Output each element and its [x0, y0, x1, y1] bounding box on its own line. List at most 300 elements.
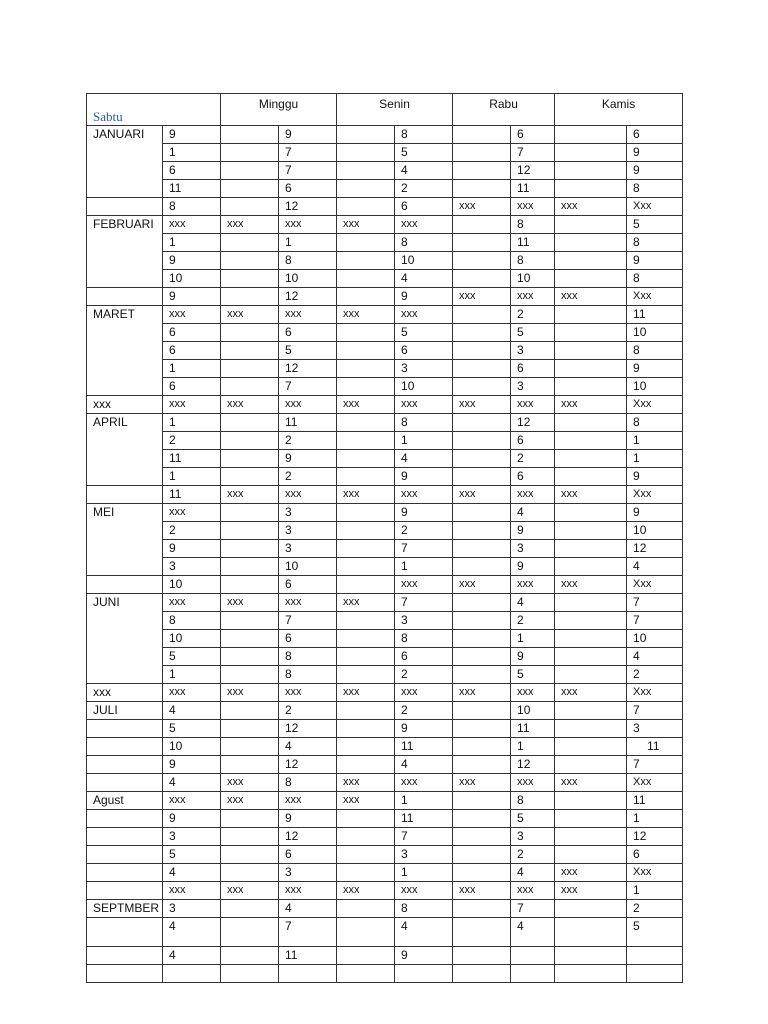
table-row	[87, 306, 683, 324]
table-cell: 9	[627, 252, 683, 270]
table-cell: xxx	[453, 288, 511, 306]
table-cell	[555, 378, 627, 396]
table-cell	[555, 252, 627, 270]
table-cell: 6	[279, 180, 337, 198]
table-cell: 5	[511, 666, 555, 684]
table-cell: 5	[395, 324, 453, 342]
table-cell	[453, 594, 511, 612]
table-cell: 5	[395, 144, 453, 162]
table-cell	[555, 180, 627, 198]
month-label: Agust	[87, 792, 163, 810]
table-cell	[453, 864, 511, 882]
table-cell: 12	[511, 414, 555, 432]
table-cell: xxx	[279, 396, 337, 414]
month-label	[87, 288, 163, 306]
table-cell: xxx	[163, 882, 221, 900]
table-cell: 1	[627, 810, 683, 828]
table-cell: 9	[395, 720, 453, 738]
table-cell	[627, 965, 683, 983]
table-cell: 2	[279, 702, 337, 720]
table-cell: 6	[627, 126, 683, 144]
table-row	[87, 947, 683, 965]
table-cell: 11	[279, 414, 337, 432]
table-cell: 3	[395, 846, 453, 864]
table-cell	[221, 810, 279, 828]
table-cell: Xxx	[627, 198, 683, 216]
table-cell: xxx	[279, 792, 337, 810]
table-cell	[453, 378, 511, 396]
table-cell	[221, 918, 279, 947]
table-cell: Xxx	[627, 288, 683, 306]
table-cell: 10	[511, 702, 555, 720]
table-cell: 2	[627, 900, 683, 918]
table-cell: 11	[163, 486, 221, 504]
table-cell	[337, 450, 395, 468]
table-cell	[221, 342, 279, 360]
table-cell: 1	[163, 144, 221, 162]
table-cell: 12	[279, 360, 337, 378]
month-label: APRIL	[87, 414, 163, 486]
table-cell: xxx	[453, 882, 511, 900]
table-cell: 10	[627, 522, 683, 540]
table-row	[87, 180, 683, 198]
table-cell: 1	[163, 468, 221, 486]
table-cell	[453, 756, 511, 774]
table-cell: xxx	[555, 882, 627, 900]
table-cell	[453, 540, 511, 558]
table-cell	[221, 648, 279, 666]
table-cell: 8	[163, 612, 221, 630]
table-cell: 4	[163, 774, 221, 792]
table-cell	[337, 342, 395, 360]
table-cell	[453, 828, 511, 846]
table-row	[87, 504, 683, 522]
table-cell	[453, 324, 511, 342]
table-cell: 3	[395, 360, 453, 378]
table-cell: 1	[163, 414, 221, 432]
table-cell: 12	[279, 720, 337, 738]
table-cell: 6	[163, 324, 221, 342]
table-cell: 9	[511, 558, 555, 576]
table-cell: xxx	[221, 216, 279, 234]
table-cell: 8	[395, 234, 453, 252]
table-cell: 10	[163, 630, 221, 648]
table-cell	[453, 648, 511, 666]
table-cell: 3	[511, 378, 555, 396]
table-cell: xxx	[395, 882, 453, 900]
month-label	[87, 918, 163, 947]
table-cell: 9	[163, 126, 221, 144]
table-row	[87, 360, 683, 378]
month-label: MARET	[87, 306, 163, 396]
table-cell	[511, 965, 555, 983]
table-cell: 1	[627, 432, 683, 450]
table-cell: Xxx	[627, 576, 683, 594]
table-cell: 7	[511, 900, 555, 918]
month-label	[87, 882, 163, 900]
month-label	[87, 947, 163, 965]
table-cell	[453, 144, 511, 162]
table-cell	[337, 947, 395, 965]
month-label: JANUARI	[87, 126, 163, 198]
table-row	[87, 702, 683, 720]
table-cell: xxx	[337, 684, 395, 702]
table-cell: 7	[511, 144, 555, 162]
table-row	[87, 918, 683, 947]
table-cell	[337, 270, 395, 288]
table-cell: 2	[163, 522, 221, 540]
month-label	[87, 576, 163, 594]
table-cell: xxx	[163, 306, 221, 324]
table-cell	[337, 504, 395, 522]
table-cell: 2	[279, 468, 337, 486]
table-cell: xxx	[279, 306, 337, 324]
table-cell	[337, 666, 395, 684]
table-cell	[453, 432, 511, 450]
table-cell: xxx	[511, 684, 555, 702]
table-cell	[221, 450, 279, 468]
table-cell	[555, 947, 627, 965]
table-cell: xxx	[163, 792, 221, 810]
table-cell	[453, 216, 511, 234]
table-cell: 2	[163, 432, 221, 450]
table-cell	[221, 180, 279, 198]
table-cell	[221, 576, 279, 594]
header-sabtu: Sabtu	[87, 94, 221, 126]
table-cell	[337, 432, 395, 450]
table-cell	[337, 648, 395, 666]
table-cell: 5	[627, 918, 683, 947]
table-cell: xxx	[163, 504, 221, 522]
table-row	[87, 234, 683, 252]
table-cell: 3	[279, 864, 337, 882]
table-cell: xxx	[163, 684, 221, 702]
table-cell: 4	[163, 702, 221, 720]
table-row	[87, 450, 683, 468]
table-cell: Xxx	[627, 396, 683, 414]
month-label: JUNI	[87, 594, 163, 684]
table-row	[87, 738, 683, 756]
table-cell: Xxx	[627, 774, 683, 792]
table-cell: xxx	[337, 594, 395, 612]
table-cell	[221, 324, 279, 342]
table-cell: 8	[627, 234, 683, 252]
table-cell	[337, 864, 395, 882]
table-cell: xxx	[163, 216, 221, 234]
table-cell	[337, 234, 395, 252]
table-row	[87, 468, 683, 486]
table-cell	[337, 702, 395, 720]
table-row	[87, 324, 683, 342]
table-cell: 6	[395, 648, 453, 666]
table-cell: 10	[627, 630, 683, 648]
table-cell: 6	[163, 162, 221, 180]
table-cell: 10	[395, 252, 453, 270]
table-cell: 9	[627, 162, 683, 180]
table-cell	[221, 900, 279, 918]
table-cell	[555, 612, 627, 630]
table-cell	[163, 965, 221, 983]
table-cell: 6	[511, 126, 555, 144]
table-cell: 10	[627, 324, 683, 342]
table-cell	[555, 630, 627, 648]
table-row	[87, 162, 683, 180]
table-row	[87, 558, 683, 576]
table-cell: 1	[511, 630, 555, 648]
header-rabu: Rabu	[453, 94, 555, 126]
table-cell	[555, 342, 627, 360]
table-cell: xxx	[511, 882, 555, 900]
table-cell: 4	[395, 918, 453, 947]
table-cell	[555, 965, 627, 983]
table-cell: 7	[279, 144, 337, 162]
table-cell	[453, 306, 511, 324]
header-row	[87, 94, 683, 126]
table-cell: 12	[627, 828, 683, 846]
month-label: MEI	[87, 504, 163, 576]
table-cell	[453, 900, 511, 918]
table-cell: 10	[511, 270, 555, 288]
table-row	[87, 756, 683, 774]
table-cell: xxx	[395, 774, 453, 792]
table-cell	[337, 918, 395, 947]
table-row	[87, 414, 683, 432]
table-row	[87, 144, 683, 162]
table-cell: 11	[511, 180, 555, 198]
table-cell: 6	[279, 630, 337, 648]
table-cell	[453, 234, 511, 252]
table-cell	[555, 666, 627, 684]
table-row	[87, 288, 683, 306]
table-row	[87, 594, 683, 612]
table-cell	[453, 342, 511, 360]
table-cell: 12	[279, 828, 337, 846]
table-cell	[337, 288, 395, 306]
table-cell: 10	[163, 576, 221, 594]
table-cell	[555, 504, 627, 522]
table-cell	[221, 612, 279, 630]
table-row	[87, 630, 683, 648]
table-cell: xxx	[279, 684, 337, 702]
table-cell: 9	[163, 540, 221, 558]
table-cell: xxx	[221, 684, 279, 702]
table-cell: 9	[627, 360, 683, 378]
table-cell	[221, 432, 279, 450]
table-cell: xxx	[395, 684, 453, 702]
schedule-table	[86, 93, 683, 983]
table-cell	[221, 965, 279, 983]
table-cell	[555, 162, 627, 180]
table-cell: xxx	[453, 774, 511, 792]
table-cell: 4	[279, 738, 337, 756]
table-cell: xxx	[221, 594, 279, 612]
table-cell: xxx	[453, 396, 511, 414]
table-cell: 9	[163, 756, 221, 774]
table-cell	[337, 126, 395, 144]
table-cell: 5	[511, 324, 555, 342]
table-row	[87, 774, 683, 792]
table-cell	[337, 522, 395, 540]
table-cell: xxx	[221, 306, 279, 324]
table-cell: 8	[279, 666, 337, 684]
table-cell: 2	[511, 846, 555, 864]
table-cell: 12	[279, 198, 337, 216]
table-cell: 10	[163, 270, 221, 288]
header-minggu: Minggu	[221, 94, 337, 126]
table-row	[87, 576, 683, 594]
table-cell: 6	[395, 198, 453, 216]
table-cell	[337, 198, 395, 216]
table-cell: 7	[627, 756, 683, 774]
table-cell: 6	[511, 468, 555, 486]
table-cell	[337, 828, 395, 846]
table-cell	[453, 414, 511, 432]
table-cell: 11	[395, 810, 453, 828]
table-row	[87, 270, 683, 288]
table-cell	[555, 360, 627, 378]
table-cell	[337, 414, 395, 432]
table-cell: 8	[511, 252, 555, 270]
table-cell: 3	[279, 540, 337, 558]
table-cell	[555, 468, 627, 486]
table-cell	[221, 666, 279, 684]
table-cell	[555, 810, 627, 828]
table-cell: 6	[511, 432, 555, 450]
table-cell: 7	[395, 828, 453, 846]
table-cell: 8	[395, 630, 453, 648]
table-cell: xxx	[279, 486, 337, 504]
table-cell: 7	[627, 612, 683, 630]
table-cell: 4	[511, 594, 555, 612]
table-cell: 4	[279, 900, 337, 918]
table-cell: 10	[627, 378, 683, 396]
table-cell	[221, 162, 279, 180]
month-label: xxx	[87, 396, 163, 414]
table-cell: 1	[395, 864, 453, 882]
table-cell: 9	[279, 810, 337, 828]
table-row	[87, 126, 683, 144]
table-cell: 3	[163, 900, 221, 918]
table-cell: xxx	[337, 216, 395, 234]
table-row	[87, 846, 683, 864]
table-cell: xxx	[279, 882, 337, 900]
table-cell	[453, 126, 511, 144]
table-cell	[221, 630, 279, 648]
table-cell: 7	[395, 540, 453, 558]
table-cell: 7	[279, 918, 337, 947]
table-cell	[337, 540, 395, 558]
table-cell: 7	[279, 162, 337, 180]
table-cell	[337, 756, 395, 774]
table-row	[87, 965, 683, 983]
table-cell: 11	[511, 234, 555, 252]
table-cell: 6	[279, 846, 337, 864]
table-cell	[337, 630, 395, 648]
table-cell	[453, 612, 511, 630]
table-cell: 11	[279, 947, 337, 965]
table-cell	[453, 468, 511, 486]
table-cell: 8	[627, 342, 683, 360]
table-cell	[453, 965, 511, 983]
table-cell	[337, 324, 395, 342]
table-cell	[453, 558, 511, 576]
table-cell: 2	[395, 702, 453, 720]
table-cell: Xxx	[627, 864, 683, 882]
table-cell: 6	[627, 846, 683, 864]
table-cell: 5	[279, 342, 337, 360]
table-cell	[221, 144, 279, 162]
table-cell: 11	[395, 738, 453, 756]
table-cell: 9	[163, 252, 221, 270]
month-label	[87, 864, 163, 882]
table-cell: 2	[395, 180, 453, 198]
table-row	[87, 828, 683, 846]
table-cell: xxx	[555, 288, 627, 306]
table-cell	[453, 270, 511, 288]
table-row	[87, 882, 683, 900]
table-cell	[453, 180, 511, 198]
table-row	[87, 396, 683, 414]
table-cell: 9	[279, 126, 337, 144]
table-cell	[453, 810, 511, 828]
table-cell: xxx	[511, 486, 555, 504]
table-cell: 5	[163, 648, 221, 666]
table-cell	[555, 324, 627, 342]
table-cell: 10	[279, 558, 337, 576]
table-cell: 9	[163, 288, 221, 306]
table-cell	[279, 965, 337, 983]
table-cell: xxx	[555, 684, 627, 702]
table-cell: 10	[163, 738, 221, 756]
table-cell: 4	[511, 504, 555, 522]
month-label: JULI	[87, 702, 163, 720]
table-cell: 9	[395, 288, 453, 306]
table-cell	[555, 738, 627, 756]
table-cell: 3	[395, 612, 453, 630]
table-cell	[453, 522, 511, 540]
table-cell: xxx	[163, 396, 221, 414]
table-cell	[221, 288, 279, 306]
table-cell	[453, 360, 511, 378]
table-cell: xxx	[395, 306, 453, 324]
table-cell: Xxx	[627, 684, 683, 702]
table-cell: xxx	[395, 576, 453, 594]
table-cell	[221, 947, 279, 965]
table-cell	[555, 756, 627, 774]
table-cell: 8	[395, 414, 453, 432]
table-cell	[453, 630, 511, 648]
table-cell: 3	[511, 342, 555, 360]
table-cell: 6	[279, 576, 337, 594]
table-cell	[337, 252, 395, 270]
table-cell: 8	[395, 126, 453, 144]
table-row	[87, 720, 683, 738]
table-cell: xxx	[555, 774, 627, 792]
table-cell: 7	[627, 594, 683, 612]
table-cell: 12	[511, 162, 555, 180]
table-cell: 3	[279, 504, 337, 522]
table-cell: xxx	[221, 396, 279, 414]
table-cell: 1	[279, 234, 337, 252]
table-cell	[337, 965, 395, 983]
table-cell	[511, 947, 555, 965]
table-cell	[337, 468, 395, 486]
table-cell: 8	[395, 900, 453, 918]
table-row	[87, 612, 683, 630]
table-cell: xxx	[511, 198, 555, 216]
table-cell: 9	[395, 504, 453, 522]
table-cell: 1	[395, 792, 453, 810]
